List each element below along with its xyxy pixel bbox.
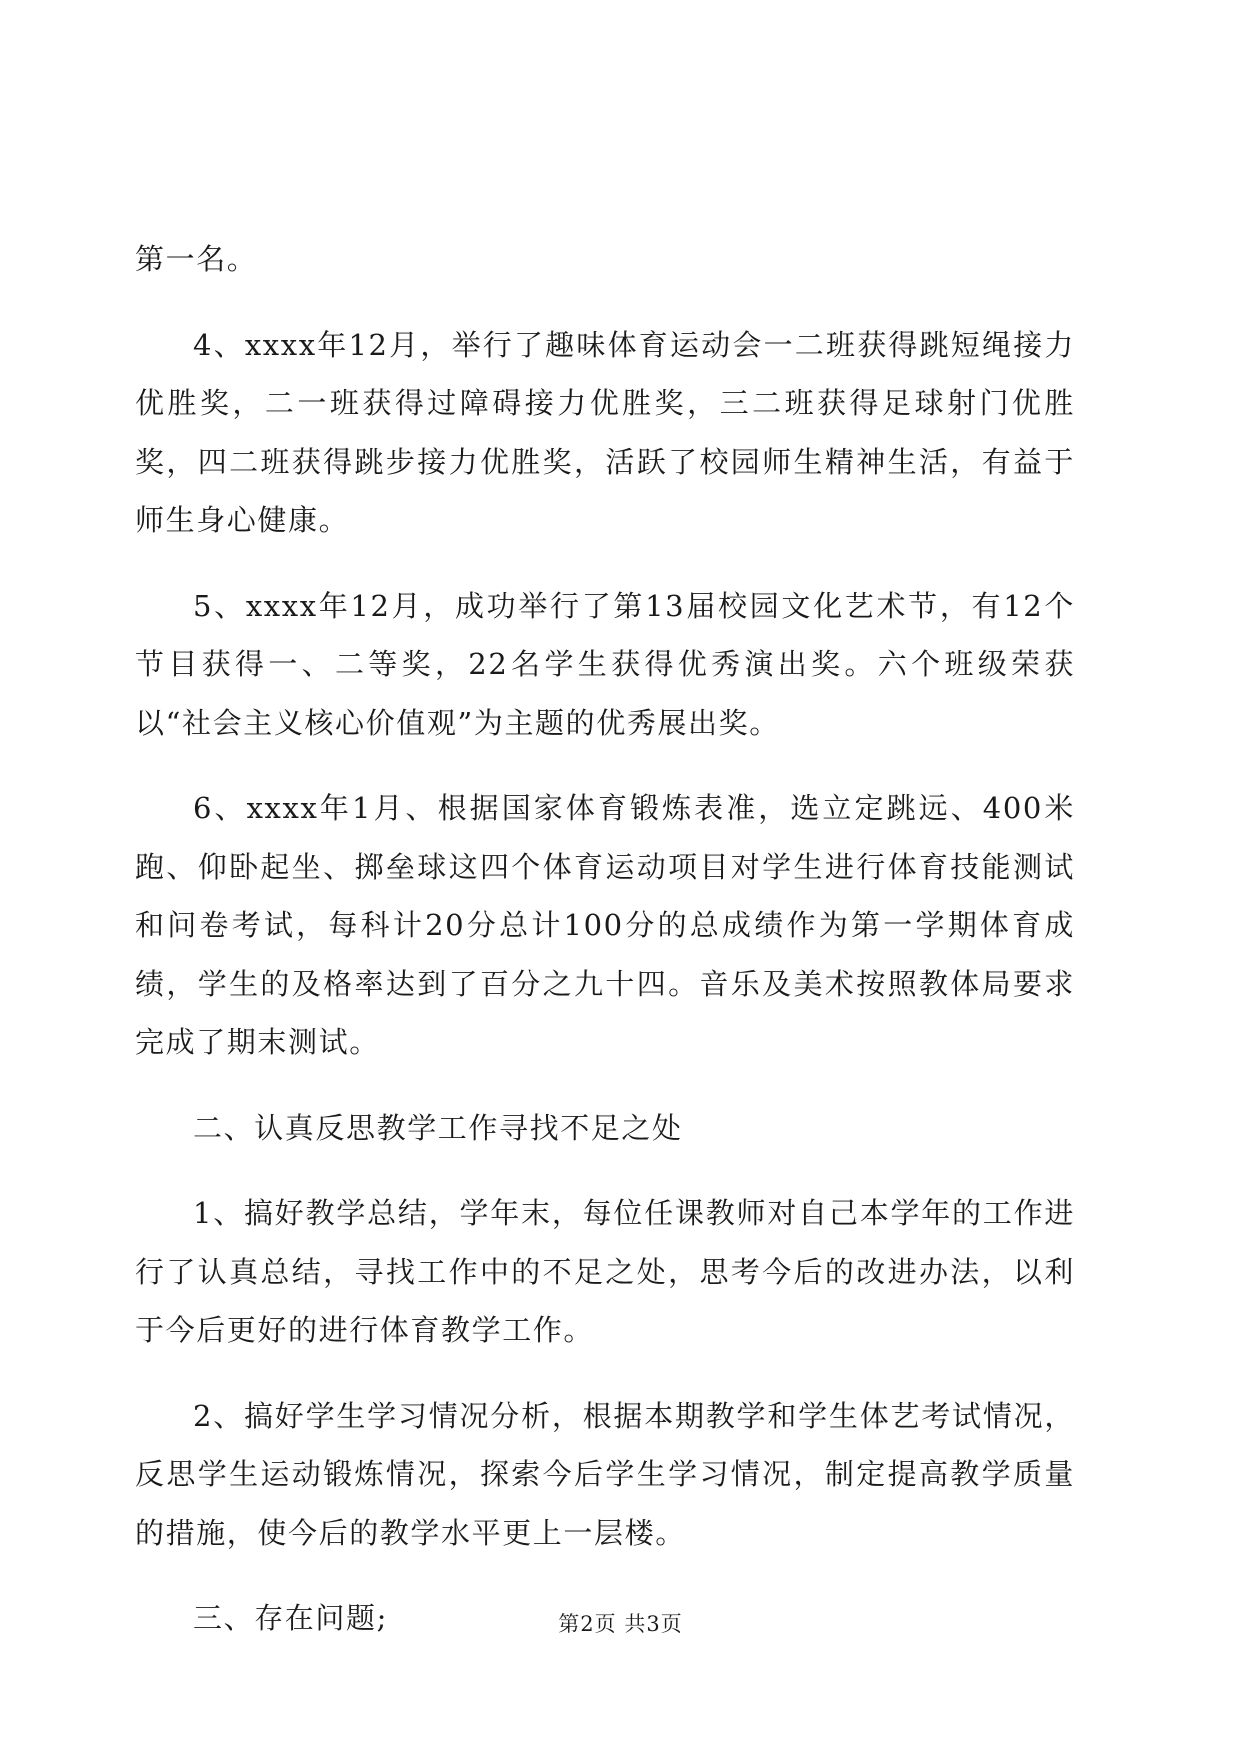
section-heading-3: 三、存在问题; [193, 1601, 388, 1635]
paragraph-continuation: 第一名。 [135, 242, 258, 276]
paragraph-item-5: 5、xxxx年12月，成功举行了第13届校园文化艺术节，有12个节目获得一、二等奖，22名学生获得优秀演出奖。六个班级荣获以“社会主义核心价值观”为主题的优秀展出奖。 [135, 588, 1075, 740]
document-body [135, 230, 1075, 1675]
page-number-label: 第2页 共3页 [558, 1612, 683, 1636]
page-footer [0, 1608, 1241, 1638]
section-heading-2: 二、认真反思教学工作寻找不足之处 [193, 1110, 683, 1145]
paragraph-item-6: 6、xxxx年1月、根据国家体育锻炼表准，选立定跳远、400米跑、仰卧起坐、掷垒球这四个体育运动项目对学生进行体育技能测试和问卷考试，每科计20分总计100分的总成绩作为第一学期体育成绩，学生的及格率达到了百分之九十四。音乐及美术按照教体局要求完成了期末测试。 [135, 791, 1075, 1059]
paragraph-section2-item-1: 1、搞好教学总结，学年末，每位任课教师对自己本学年的工作进行了认真总结，寻找工作中的不足之处，思考今后的改进办法，以利于今后更好的进行体育教学工作。 [135, 1196, 1075, 1347]
paragraph-item-4: 4、xxxx年12月，举行了趣味体育运动会一二班获得跳短绳接力优胜奖，二一班获得过障碍接力优胜奖，三二班获得足球射门优胜奖，四二班获得跳步接力优胜奖，活跃了校园师生精神生活，有益于师生身心健康。 [135, 327, 1075, 537]
paragraph-section2-item-2: 2、搞好学生学习情况分析，根据本期教学和学生体艺考试情况，反思学生运动锻炼情况，探索今后学生学习情况，制定提高教学质量的措施，使今后的教学水平更上一层楼。 [135, 1398, 1075, 1550]
